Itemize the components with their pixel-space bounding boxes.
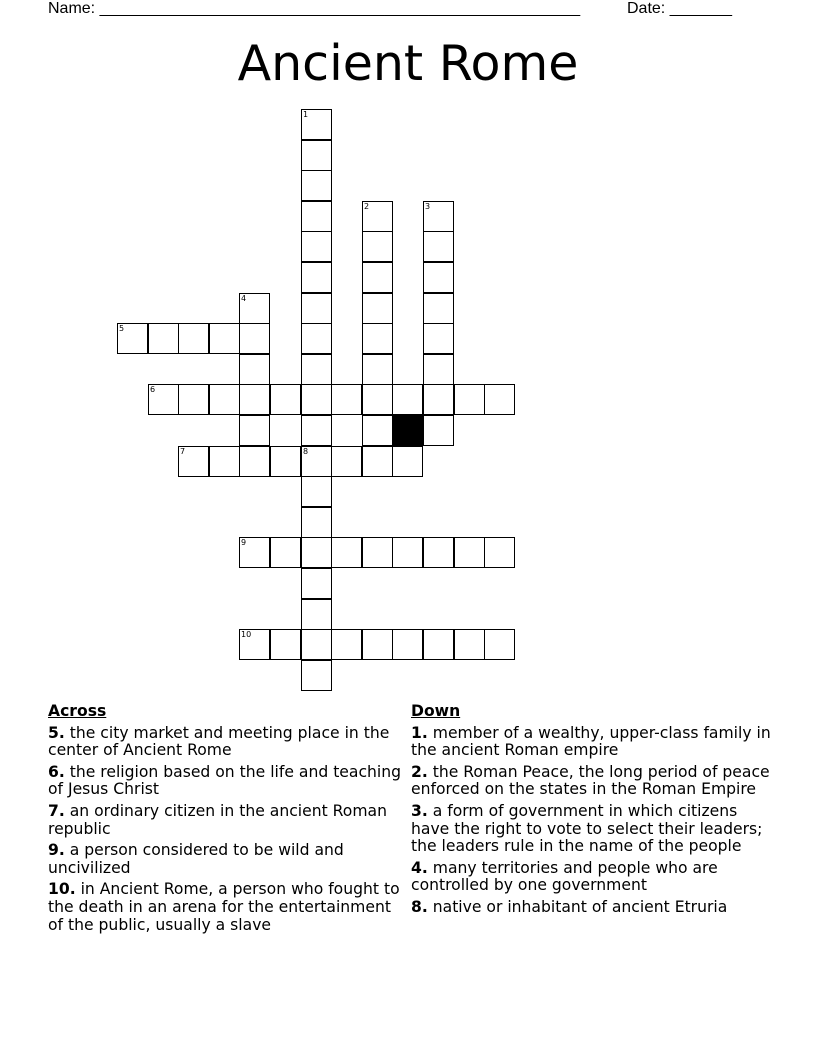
clue-text: the religion based on the life and teaching of Jesus Christ <box>48 762 402 799</box>
clue-item <box>411 803 771 856</box>
clue-item <box>411 860 771 895</box>
clue-number: 1. <box>411 723 428 742</box>
grid-cell[interactable] <box>301 660 332 691</box>
grid-cell[interactable] <box>301 568 332 599</box>
grid-cell[interactable] <box>392 446 423 477</box>
clue-text: a person considered to be wild and uncivilized <box>48 841 344 877</box>
clue-number: 8. <box>411 897 428 916</box>
page-title: Ancient Rome <box>237 35 579 92</box>
clue-text: in Ancient Rome, a person who fought to the death in an arena for the entertainment of the public, usually a slave <box>48 880 400 934</box>
grid-cell[interactable] <box>239 415 270 446</box>
grid-cell[interactable] <box>239 537 270 568</box>
clue-number-label: 3 <box>425 202 431 211</box>
grid-cell[interactable] <box>239 354 270 385</box>
grid-cell[interactable] <box>148 384 179 415</box>
clue-text: a form of government in which citizens have the right to vote to select their leaders; the leaders rule in the name of the people <box>411 801 763 856</box>
grid-cell[interactable] <box>362 384 393 415</box>
grid-cell[interactable] <box>331 629 362 660</box>
grid-cell[interactable] <box>423 384 454 415</box>
grid-cell[interactable] <box>392 629 423 660</box>
clue-number-label: 7 <box>180 447 186 456</box>
grid-cell[interactable] <box>239 323 270 354</box>
grid-cell[interactable] <box>239 629 270 660</box>
grid-cell[interactable] <box>301 140 332 171</box>
clue-item <box>411 764 771 799</box>
grid-cell[interactable] <box>301 293 332 324</box>
clue-item <box>411 725 771 760</box>
grid-cell[interactable] <box>239 446 270 477</box>
clue-number: 4. <box>411 858 428 877</box>
grid-cell[interactable] <box>423 354 454 385</box>
grid-cell[interactable] <box>178 446 209 477</box>
grid-cell[interactable] <box>331 446 362 477</box>
grid-cell[interactable] <box>362 446 393 477</box>
date-field-label: Date: _______ <box>627 0 732 17</box>
clue-number: 2. <box>411 762 428 781</box>
grid-cell[interactable] <box>301 507 332 538</box>
clue-item <box>48 725 404 760</box>
grid-cell[interactable] <box>423 415 454 446</box>
clue-item <box>48 803 404 838</box>
clue-text: native or inhabitant of ancient Etruria <box>432 897 728 916</box>
grid-cell[interactable] <box>362 629 393 660</box>
down-clues-section <box>411 703 771 921</box>
grid-cell[interactable] <box>362 415 393 446</box>
clue-number: 9. <box>48 841 65 860</box>
clue-number-label: 5 <box>119 324 125 333</box>
name-field-label: Name: ______________________________________________________ <box>48 0 581 17</box>
grid-cell[interactable] <box>209 446 240 477</box>
across-heading: Across <box>48 702 107 720</box>
clue-text: many territories and people who are controlled by one government <box>411 858 718 895</box>
grid-cell[interactable] <box>423 537 454 568</box>
grid-cell[interactable] <box>117 323 148 354</box>
grid-cell[interactable] <box>209 384 240 415</box>
grid-cell[interactable] <box>148 323 179 354</box>
clue-item <box>48 842 404 877</box>
grid-cell[interactable] <box>301 476 332 507</box>
clue-number: 5. <box>48 723 65 742</box>
grid-cell[interactable] <box>484 384 515 415</box>
grid-cell[interactable] <box>362 354 393 385</box>
grid-cell[interactable] <box>362 231 393 262</box>
clue-item <box>48 881 404 934</box>
grid-cell[interactable] <box>178 384 209 415</box>
grid-cell[interactable] <box>423 629 454 660</box>
grid-cell[interactable] <box>270 446 301 477</box>
grid-cell[interactable] <box>484 629 515 660</box>
clue-number-label: 6 <box>150 385 156 394</box>
clue-number-label: 1 <box>303 110 309 119</box>
grid-cell[interactable] <box>301 446 332 477</box>
grid-cell[interactable] <box>423 293 454 324</box>
grid-cell[interactable] <box>301 201 332 232</box>
down-heading: Down <box>411 702 461 720</box>
grid-cell[interactable] <box>454 384 485 415</box>
clue-number: 7. <box>48 801 65 820</box>
grid-cell[interactable] <box>239 293 270 324</box>
clue-number-label: 8 <box>303 447 309 456</box>
grid-cell[interactable] <box>423 201 454 232</box>
grid-cell[interactable] <box>331 384 362 415</box>
clue-number: 6. <box>48 762 65 781</box>
grid-cell[interactable] <box>209 323 240 354</box>
clue-text: the Roman Peace, the long period of peace enforced on the states in the Roman Empire <box>411 762 770 799</box>
grid-cell[interactable] <box>239 384 270 415</box>
grid-cell[interactable] <box>423 231 454 262</box>
grid-cell[interactable] <box>362 323 393 354</box>
grid-cell[interactable] <box>362 201 393 232</box>
across-clues-section <box>48 703 404 938</box>
clue-text: member of a wealthy, upper-class family in the ancient Roman empire <box>411 723 771 760</box>
grid-cell[interactable] <box>301 323 332 354</box>
clue-number: 10. <box>48 880 76 899</box>
grid-cell[interactable] <box>301 599 332 630</box>
grid-cell[interactable] <box>301 537 332 568</box>
clue-number-label: 4 <box>241 294 247 303</box>
grid-cell[interactable] <box>301 354 332 385</box>
grid-cell[interactable] <box>301 384 332 415</box>
grid-cell[interactable] <box>270 384 301 415</box>
grid-cell[interactable] <box>301 415 332 446</box>
grid-cell[interactable] <box>423 323 454 354</box>
grid-cell[interactable] <box>392 537 423 568</box>
grid-cell[interactable] <box>454 629 485 660</box>
grid-cell[interactable] <box>178 323 209 354</box>
grid-cell[interactable] <box>270 537 301 568</box>
clue-item <box>411 899 771 917</box>
grid-cell[interactable] <box>270 629 301 660</box>
grid-cell[interactable] <box>423 262 454 293</box>
grid-cell[interactable] <box>362 537 393 568</box>
grid-cell[interactable] <box>484 537 515 568</box>
clue-number-label: 9 <box>241 538 247 547</box>
grid-cell[interactable] <box>301 231 332 262</box>
grid-cell[interactable] <box>301 262 332 293</box>
clue-text: an ordinary citizen in the ancient Roman republic <box>48 801 387 838</box>
clue-text: the city market and meeting place in the center of Ancient Rome <box>48 723 390 760</box>
grid-cell[interactable] <box>331 537 362 568</box>
grid-cell[interactable] <box>301 629 332 660</box>
grid-cell[interactable] <box>454 537 485 568</box>
clue-number: 3. <box>411 801 428 820</box>
grid-cell[interactable] <box>362 262 393 293</box>
grid-cell[interactable] <box>301 109 332 140</box>
grid-cell[interactable] <box>301 170 332 201</box>
clue-item <box>48 764 404 799</box>
black-square <box>392 415 423 446</box>
grid-cell[interactable] <box>392 384 423 415</box>
clue-number-label: 10 <box>241 630 252 639</box>
grid-cell[interactable] <box>362 293 393 324</box>
clue-number-label: 2 <box>364 202 370 211</box>
